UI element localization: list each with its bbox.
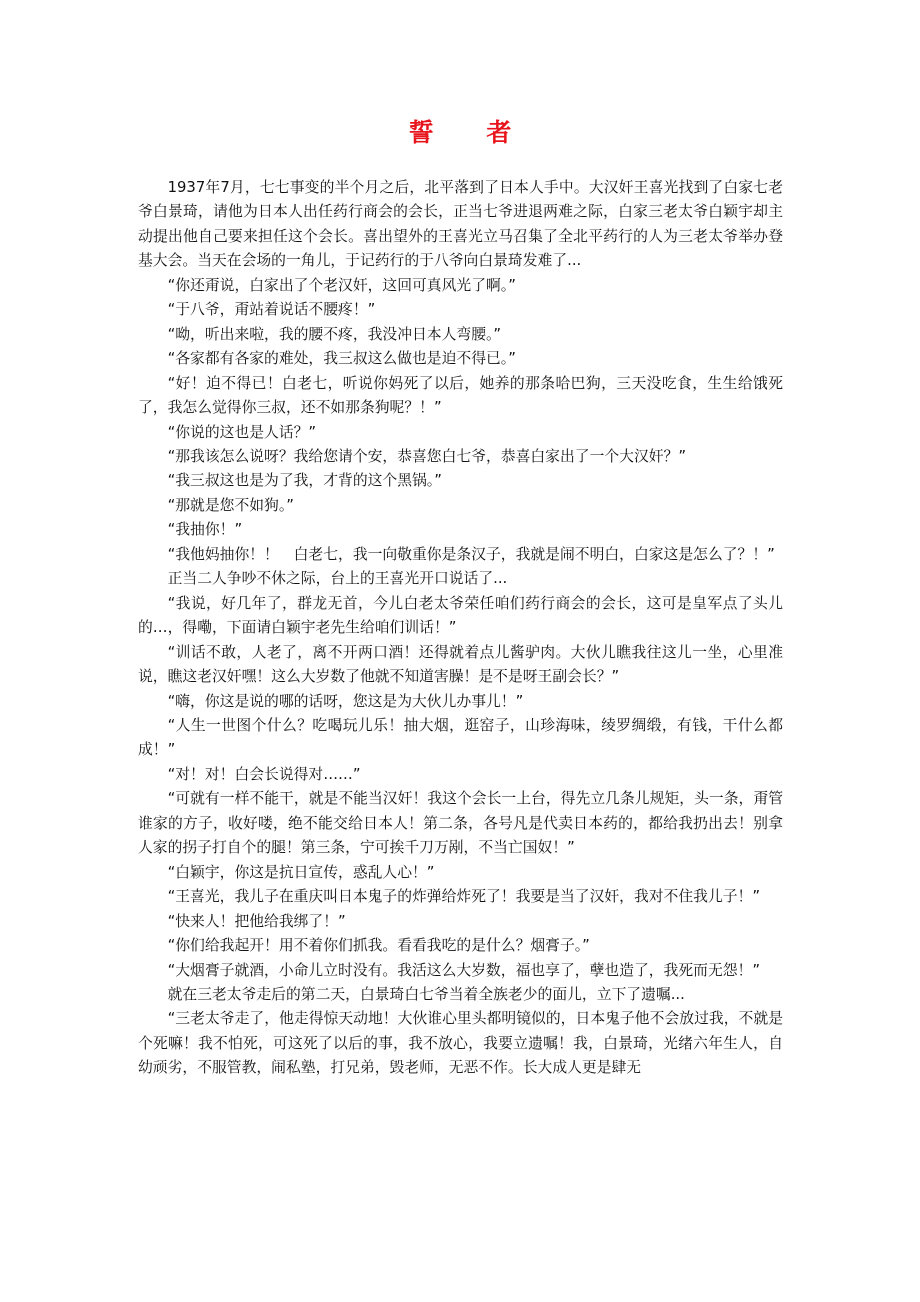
paragraph: “那我该怎么说呀？我给您请个安，恭喜您白七爷，恭喜白家出了一个大汉奸？”: [167, 447, 687, 465]
document-title: 誓 者: [408, 118, 534, 147]
paragraph: “我他妈抽你！！ 白老七，我一向敬重你是条汉子，我就是闹不明白，白家这是怎么了？！”: [167, 545, 775, 563]
paragraph: “我三叔这也是为了我，才背的这个黑锅。”: [167, 472, 442, 490]
paragraph: “好！迫不得已！白老七，听说你妈死了以后，她养的那条哈巴狗，三天没吃食，生生给饿死了，我怎么觉得你三叔，还不如那条狗呢？！”: [138, 374, 783, 417]
paragraph: “对！对！白会长说得对……”: [167, 765, 361, 783]
paragraph: “白颖宇，你这是抗日宣传，惑乱人心！”: [167, 863, 435, 881]
paragraph: “呦，听出来啦，我的腰不疼，我没冲日本人弯腰。”: [167, 325, 502, 343]
paragraph: “王喜光，我儿子在重庆叫日本鬼子的炸弹给炸死了！我要是当了汉奸，我对不住我儿子！”: [167, 888, 761, 906]
paragraph: “训话不敢，人老了，离不开两口酒！还得就着点儿酱驴肉。大伙儿瞧我往这儿一坐，心里准说，瞧这老汉奸嘿！这么大岁数了他就不知道害臊！是不是呀王副会长？”: [138, 643, 783, 686]
paragraph: 1937年7月，七七事变的半个月之后，北平落到了日本人手中。大汉奸王喜光找到了白家七老爷白景琦，请他为日本人出任药行商会的会长，正当七爷进退两难之际，白家三老太爷白颖宇却主动提出他自己要来担任这个会长。喜出望外的王喜光立马召集了全北平药行的人为三老太爷举办登基大会。当天在会场的一角儿，于记药行的于八爷向白景琦发难了...: [138, 179, 783, 270]
paragraph: “各家都有各家的难处，我三叔这么做也是迫不得已。”: [167, 350, 516, 368]
paragraph: 就在三老太爷走后的第二天，白景琦白七爷当着全族老少的面儿，立下了遗嘱...: [167, 985, 685, 1003]
paragraph: “你还甭说，白家出了个老汉奸，这回可真风光了啊。”: [167, 276, 516, 294]
paragraph: “你们给我起开！用不着你们抓我。看看我吃的是什么？烟膏子。”: [167, 937, 590, 955]
paragraph: “可就有一样不能干，就是不能当汉奸！我这个会长一上台，得先立几条儿规矩，头一条，甭管谁家的方子，收好喽，绝不能交给日本人！第二条，各号凡是代卖日本药的，都给我扔出去！别拿人家的拐子打自个的腿！第三条，宁可挨千刀万剐，不当亡国奴！”: [138, 790, 783, 857]
paragraph: “人生一世图个什么？吃喝玩儿乐！抽大烟，逛窑子，山珍海味，绫罗绸缎，有钱，干什么都成！”: [138, 716, 783, 759]
document-body: [138, 176, 783, 1081]
paragraph: “快来人！把他给我绑了！”: [167, 912, 346, 930]
paragraph: “我说，好几年了，群龙无首，今儿白老太爷荣任咱们药行商会的会长，这可是皇军点了头儿的…，得嘞，下面请白颖宇老先生给咱们训话！”: [138, 594, 783, 637]
paragraph: “我抽你！”: [167, 521, 243, 539]
paragraph: “三老太爷走了，他走得惊天动地！大伙谁心里头都明镜似的，日本鬼子他不会放过我，不就是个死嘛！我不怕死，可这死了以后的事，我不放心，我要立遗嘱！我，白景琦，光绪六年生人，自幼顽劣，不服管教，闹私塾，打兄弟，毁老师，无恶不作。长大成人更是肆无: [138, 1010, 783, 1077]
paragraph: “大烟膏子就酒，小命儿立时没有。我活这么大岁数，福也享了，孽也造了，我死而无怨！”: [167, 961, 761, 979]
paragraph: “你说的这也是人话？”: [167, 423, 317, 441]
paragraph: “于八爷，甭站着说话不腰疼！”: [167, 301, 376, 319]
paragraph: “嗨，你这是说的哪的话呀，您这是为大伙儿办事儿！”: [167, 692, 524, 710]
paragraph: 正当二人争吵不休之际，台上的王喜光开口说话了...: [167, 570, 508, 588]
paragraph: “那就是您不如狗。”: [167, 496, 294, 514]
